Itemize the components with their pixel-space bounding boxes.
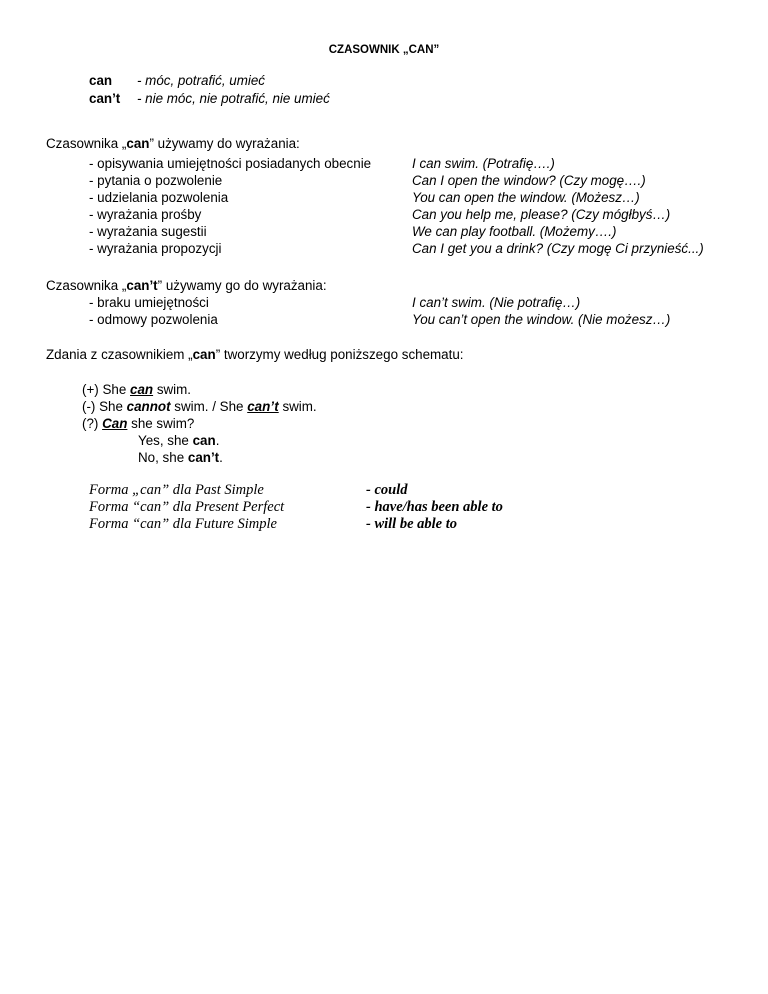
definition-word-can: can [89, 73, 113, 88]
cant-example: You can’t open the window. (Nie możesz…) [412, 312, 671, 327]
can-use-item: - opisywania umiejętności posiadanych obecnie [89, 156, 372, 171]
cant-example: I can’t swim. (Nie potrafię…) [412, 295, 581, 310]
can-use-item: - udzielania pozwolenia [89, 190, 229, 205]
intro-text: Zdania z czasownikiem „ [46, 347, 193, 362]
sentence-verb: can’t [187, 450, 220, 465]
can-example: You can open the window. (Możesz…) [412, 190, 640, 205]
page-title: CZASOWNIK „CAN” [328, 44, 440, 56]
can-example: Can I open the window? (Czy mogę….) [412, 173, 646, 188]
form-value-present-perfect: - have/has been able to [366, 499, 503, 515]
intro-keyword: can’t [126, 278, 158, 293]
sentence-text: . [215, 433, 220, 448]
can-section-intro [46, 135, 300, 152]
cant-use-item: - odmowy pozwolenia [89, 312, 218, 327]
intro-text: ” używamy do wyrażania: [149, 136, 300, 151]
can-use-item: - pytania o pozwolenie [89, 173, 223, 188]
scheme-answer-no [138, 449, 223, 466]
cant-use-item: - braku umiejętności [89, 295, 209, 310]
sentence-text: swim. [153, 382, 192, 397]
scheme-intro [46, 346, 464, 363]
cant-section-intro [46, 277, 327, 294]
form-value-future-simple: - will be able to [366, 516, 458, 532]
scheme-answer-yes [138, 432, 219, 449]
sentence-verb: can [130, 382, 154, 397]
intro-text: ” używamy go do wyrażania: [157, 278, 327, 293]
intro-text: Czasownika „ [46, 278, 127, 293]
sentence-verb: can [192, 433, 216, 448]
scheme-question [82, 415, 194, 432]
form-label-present-perfect: Forma “can” dla Present Perfect [89, 499, 285, 515]
can-use-item: - wyrażania prośby [89, 207, 202, 222]
intro-text: ” tworzymy według poniższego schematu: [215, 347, 464, 362]
form-label-future-simple: Forma “can” dla Future Simple [89, 516, 277, 532]
intro-keyword: can [126, 136, 150, 151]
sentence-text: swim. / She [170, 399, 248, 414]
can-example: We can play football. (Możemy….) [412, 224, 617, 239]
sentence-verb: can’t [247, 399, 279, 414]
sentence-text: Yes, she [138, 433, 193, 448]
sentence-text: . [219, 450, 223, 465]
sentence-text: she swim? [127, 416, 195, 431]
sentence-verb: cannot [126, 399, 171, 414]
intro-keyword: can [192, 347, 216, 362]
can-use-item: - wyrażania sugestii [89, 224, 207, 239]
form-label-past-simple: Forma „can” dla Past Simple [89, 482, 264, 498]
sentence-text: No, she [138, 450, 188, 465]
definition-meaning-cant: - nie móc, nie potrafić, nie umieć [137, 91, 330, 106]
sentence-text: (?) [82, 416, 103, 431]
can-example: Can I get you a drink? (Czy mogę Ci przynieść...) [412, 241, 704, 256]
can-use-item: - wyrażania propozycji [89, 241, 222, 256]
scheme-positive [82, 381, 191, 398]
form-value-past-simple: - could [366, 482, 408, 498]
can-example: Can you help me, please? (Czy mógłbyś…) [412, 207, 671, 222]
sentence-text: (+) She [82, 382, 131, 397]
sentence-text: (-) She [82, 399, 127, 414]
definition-word-cant: can’t [89, 91, 121, 106]
intro-text: Czasownika „ [46, 136, 127, 151]
scheme-negative [82, 398, 317, 415]
sentence-verb: Can [102, 416, 128, 431]
sentence-text: swim. [278, 399, 317, 414]
can-example: I can swim. (Potrafię….) [412, 156, 555, 171]
definition-meaning-can: - móc, potrafić, umieć [137, 73, 265, 88]
